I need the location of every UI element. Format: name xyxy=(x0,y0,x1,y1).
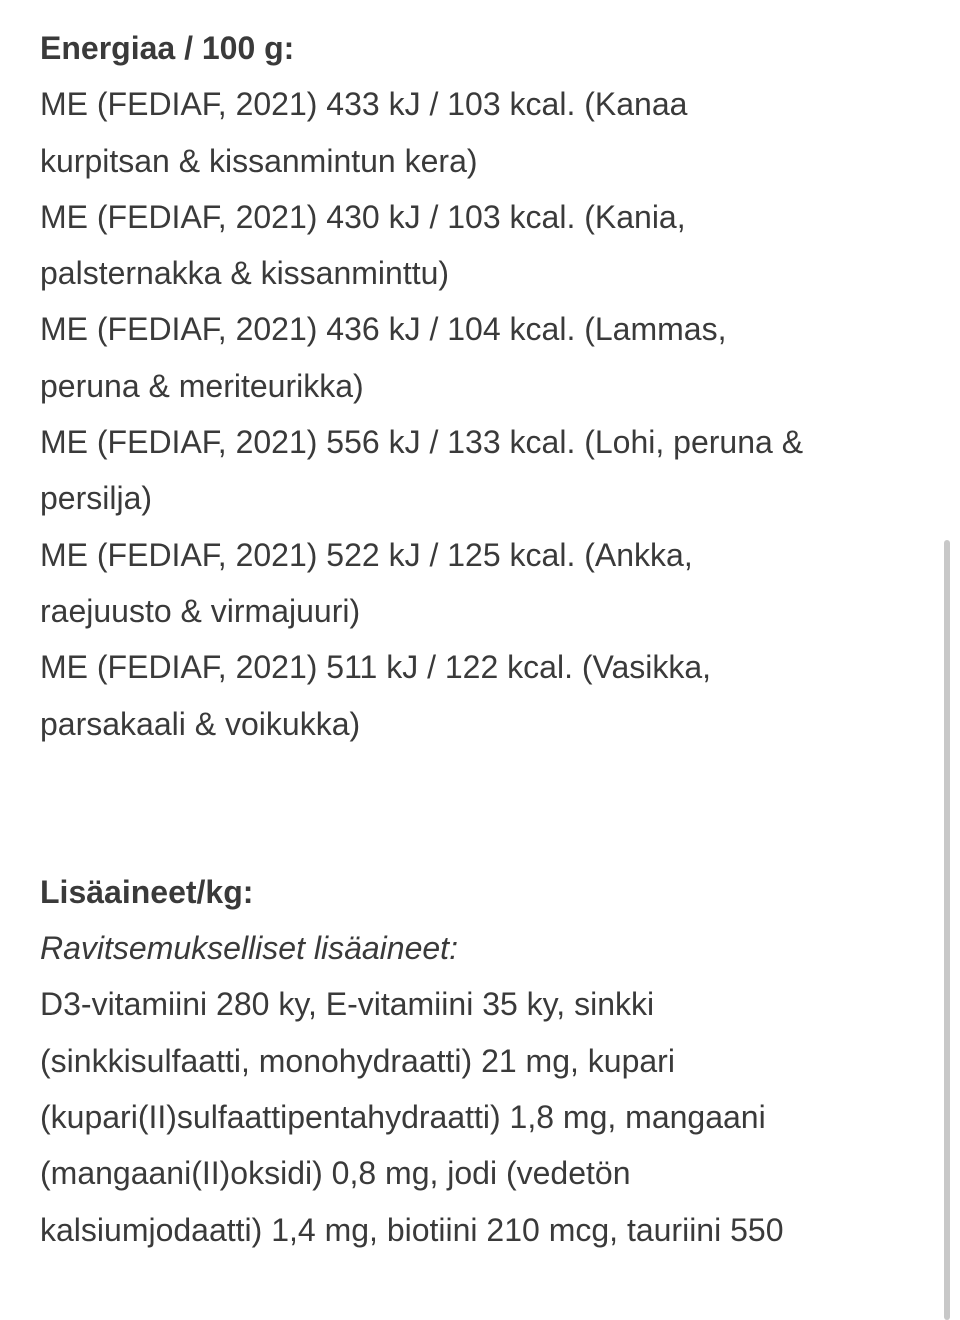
energy-line: ME (FEDIAF, 2021) 522 kJ / 125 kcal. (Ankka, xyxy=(40,536,693,573)
energy-line: kurpitsan & kissanmintun kera) xyxy=(40,142,478,179)
additives-list xyxy=(40,976,920,1257)
vertical-scrollbar[interactable] xyxy=(944,540,950,1320)
additives-heading: Lisäaineet/kg: xyxy=(40,873,254,910)
energy-heading: Energiaa / 100 g: xyxy=(40,30,295,66)
additives-line: (kupari(II)sulfaattipentahydraatti) 1,8 mg, mangaani xyxy=(40,1099,766,1136)
additives-line: (mangaani(II)oksidi) 0,8 mg, jodi (vedetön xyxy=(40,1155,631,1192)
additives-subheading: Ravitsemukselliset lisäaineet: xyxy=(40,930,458,967)
energy-line: ME (FEDIAF, 2021) 436 kJ / 104 kcal. (Lammas, xyxy=(40,311,727,348)
energy-line: ME (FEDIAF, 2021) 433 kJ / 103 kcal. (Kanaa xyxy=(40,86,688,123)
energy-list xyxy=(40,76,920,752)
section-spacer xyxy=(40,752,920,864)
additives-line: (sinkkisulfaatti, monohydraatti) 21 mg, kupari xyxy=(40,1042,675,1079)
additives-line: kalsiumjodaatti) 1,4 mg, biotiini 210 mcg, tauriini 550 xyxy=(40,1211,784,1248)
energy-line: peruna & meriteurikka) xyxy=(40,367,364,404)
energy-line: palsternakka & kissanminttu) xyxy=(40,255,450,292)
product-info-content xyxy=(40,20,920,1258)
energy-line: ME (FEDIAF, 2021) 556 kJ / 133 kcal. (Lohi, peruna & xyxy=(40,424,804,461)
additives-line: D3-vitamiini 280 ky, E-vitamiini 35 ky, sinkki xyxy=(40,986,655,1023)
energy-line: persilja) xyxy=(40,480,153,517)
energy-line: ME (FEDIAF, 2021) 511 kJ / 122 kcal. (Vasikka, xyxy=(40,649,712,686)
energy-line: parsakaali & voikukka) xyxy=(40,705,361,742)
energy-line: ME (FEDIAF, 2021) 430 kJ / 103 kcal. (Kania, xyxy=(40,198,686,235)
energy-line: raejuusto & virmajuuri) xyxy=(40,592,361,629)
